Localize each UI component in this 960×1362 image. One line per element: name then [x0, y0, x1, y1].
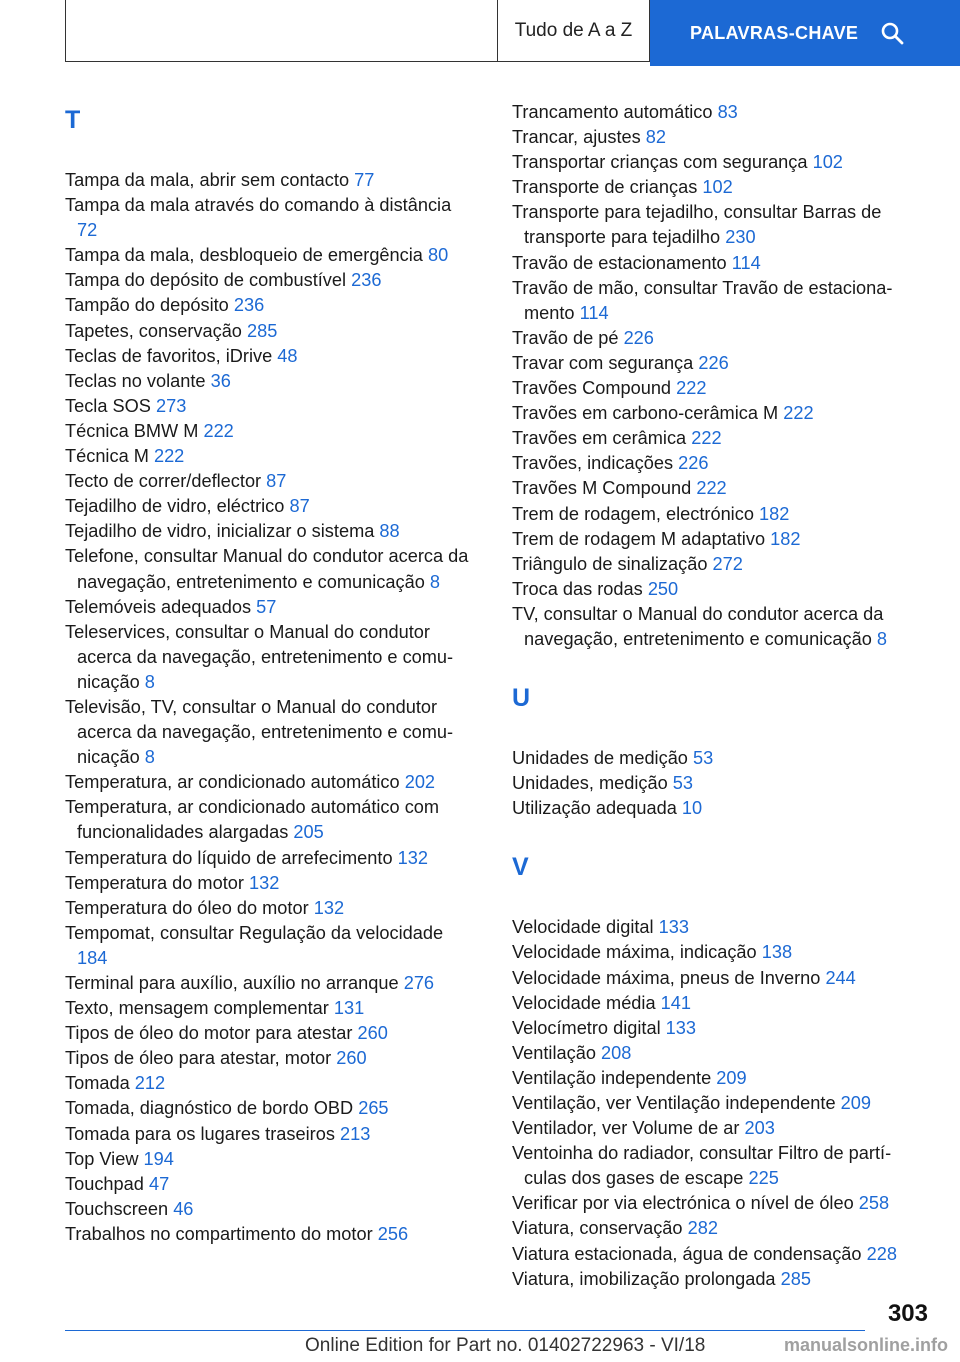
index-entry [512, 991, 922, 1016]
index-entry-text: Teclas de favoritos, iDrive [65, 345, 273, 366]
index-entry [512, 966, 922, 991]
top-navigation [0, 0, 960, 66]
index-entry [65, 1096, 475, 1121]
page-link[interactable]: 132 [397, 847, 428, 868]
page-link[interactable]: 53 [693, 748, 714, 769]
index-entry [512, 1116, 922, 1141]
index-entry [65, 1147, 475, 1172]
page-link[interactable]: 236 [351, 270, 382, 291]
index-entry [65, 444, 475, 469]
page-link[interactable]: 222 [153, 446, 185, 467]
index-entry [512, 940, 922, 965]
index-entry-text: Tampão do depósito [65, 295, 229, 316]
index-entry [512, 1041, 922, 1066]
page-link[interactable]: 285 [780, 1268, 811, 1289]
index-entry [65, 1122, 475, 1147]
index-entry [65, 319, 475, 344]
index-entry-text: Utilização adequada [512, 798, 677, 819]
page-link[interactable]: 228 [866, 1243, 897, 1264]
page-link[interactable]: 212 [134, 1073, 166, 1094]
index-entry-text: Tomada, diagnóstico de bordo OBD [65, 1098, 354, 1119]
page-link[interactable]: 222 [783, 403, 814, 424]
index-entry-text: Travar com segurança [512, 352, 694, 373]
page-link[interactable]: 88 [379, 521, 400, 542]
index-entry [65, 1197, 475, 1222]
page-link[interactable]: 77 [354, 170, 375, 190]
index-entry [65, 695, 475, 770]
page-link[interactable]: 72 [77, 220, 98, 241]
footer [0, 1332, 960, 1362]
page-number: 303 [887, 1300, 928, 1327]
page-link[interactable]: 222 [676, 378, 707, 399]
page-link[interactable]: 8 [144, 671, 155, 692]
index-entry-text: Temperatura, ar condicionado automático com funcionalidades alargadas [65, 797, 440, 843]
index-entry [512, 602, 922, 652]
index-entry-text: Teclas no volante [65, 370, 206, 391]
index-entry [65, 871, 475, 896]
page-link[interactable]: 260 [336, 1048, 367, 1069]
page-link[interactable]: 83 [717, 102, 738, 122]
page-link[interactable]: 87 [266, 471, 287, 492]
tab-a-to-z[interactable] [498, 0, 650, 62]
index-entry [65, 921, 475, 971]
page-link[interactable]: 47 [148, 1173, 170, 1194]
index-entry [512, 1267, 922, 1292]
page-link[interactable]: 256 [377, 1223, 409, 1244]
index-entry [512, 915, 922, 940]
index-entry [512, 1091, 922, 1116]
tab-keywords[interactable] [650, 0, 960, 66]
index-entry [65, 595, 475, 620]
index-entry-text: Viatura estacionada, água de condensação [512, 1243, 862, 1264]
index-entry-text: Touchpad [65, 1173, 144, 1194]
index-entry [512, 1016, 922, 1041]
index-entry [512, 1141, 922, 1191]
index-entry-text: Travões M Compound [512, 478, 692, 499]
page-link[interactable]: 8 [876, 628, 887, 649]
page-link[interactable]: 226 [678, 453, 709, 474]
index-entry-text: Temperatura do líquido de arrefecimento [65, 847, 393, 868]
index-entry-text: TV, consultar o Manual do condutor acerca da navegação, entretenimento e comunicação [512, 603, 884, 649]
index-entry-text: Teleservices, consultar o Manual do condutor acerca da navegação, entretenimento e comunicação [65, 621, 454, 692]
index-entry-text: Temperatura, ar condicionado automático [65, 772, 400, 793]
index-entry [512, 125, 922, 150]
index-entry [65, 1046, 475, 1071]
index-entry [512, 401, 922, 426]
page-link[interactable]: 36 [210, 370, 231, 391]
page-link[interactable]: 222 [203, 420, 234, 441]
index-entry [512, 577, 922, 602]
page-link[interactable]: 53 [672, 773, 693, 794]
index-entry [512, 200, 922, 250]
page-link[interactable]: 273 [155, 395, 187, 416]
index-entry [512, 326, 922, 351]
section-letter: V [512, 853, 529, 882]
index-entry-text: Travão de estacionamento [512, 252, 727, 273]
index-entry-text: Tecto de correr/deflector [65, 471, 262, 492]
page-link[interactable]: 141 [660, 992, 692, 1013]
edition-text: Online Edition for Part no. 01402722963 - VI/18 [305, 1335, 706, 1356]
index-entry-text: Transportar crianças com segurança [512, 152, 808, 173]
page-link[interactable]: 8 [429, 571, 440, 592]
index-entry-text: Tipos de óleo para atestar, motor [65, 1048, 332, 1069]
index-entry-text: Viatura, imobilização prolongada [512, 1268, 776, 1289]
index-entry-text: Unidades, medição [512, 773, 668, 794]
index-entry-text: Viatura, conservação [512, 1218, 683, 1239]
index-entry-text: Travão de pé [512, 327, 619, 348]
page-link[interactable]: 213 [339, 1123, 371, 1144]
page-link[interactable]: 236 [233, 295, 265, 316]
index-entry-text: Tampa da mala, desbloqueio de emergência [65, 245, 423, 266]
index-entry [65, 544, 475, 594]
index-entry [65, 896, 475, 921]
index-entry [65, 971, 475, 996]
index-entry-text: Velocidade máxima, pneus de Inverno [512, 967, 821, 988]
page-link[interactable]: 209 [716, 1067, 747, 1088]
page-link[interactable]: 10 [681, 798, 703, 819]
index-entry-text: Tampa do depósito de combustível [65, 270, 347, 291]
index-entry-text: Travão de mão, consultar Travão de estacionamento [512, 277, 893, 323]
index-entry-text: Trancamento automático [512, 102, 713, 122]
index-entry [65, 1071, 475, 1096]
index-entry-text: Tejadilho de vidro, inicializar o sistema [65, 521, 375, 542]
index-entry-text: Triângulo de sinalização [512, 553, 708, 574]
index-entry-text: Tecla SOS [65, 395, 151, 416]
index-entry [512, 451, 922, 476]
index-entry-text: Travões em cerâmica [512, 428, 687, 449]
index-entry-text: Tomada para os lugares traseiros [65, 1123, 335, 1144]
index-entry [512, 276, 922, 326]
index-entry [512, 746, 922, 771]
index-entry [512, 1191, 922, 1216]
index-entry-text: Trem de rodagem M adaptativo [512, 528, 766, 549]
page-link[interactable]: 133 [658, 917, 689, 938]
page-link[interactable]: 244 [825, 967, 856, 988]
index-column-right [512, 100, 922, 1292]
page-link[interactable]: 225 [748, 1168, 779, 1189]
section-letter: T [65, 106, 81, 134]
index-entry-text: Televisão, TV, consultar o Manual do condutor acerca da navegação, entretenimento e comunicação [65, 696, 454, 768]
index-entry-text: Transporte de crianças [512, 177, 698, 198]
index-entry [65, 419, 475, 444]
page-link[interactable]: 87 [289, 496, 310, 517]
index-entry-text: Trabalhos no compartimento do motor [65, 1223, 373, 1244]
index-entry [65, 519, 475, 544]
index-entry-text: Ventilação, ver Ventilação independente [512, 1093, 836, 1113]
index-entry [512, 426, 922, 451]
footer-divider [65, 1330, 865, 1331]
page-link[interactable]: 114 [731, 252, 761, 273]
page-link[interactable]: 276 [403, 973, 435, 993]
index-entry [65, 344, 475, 369]
page-link[interactable]: 8 [144, 747, 155, 768]
index-entry [65, 846, 475, 871]
index-entry [512, 150, 922, 175]
index-entry-text: Técnica BMW M [65, 420, 199, 441]
index-entry [65, 293, 475, 318]
page-link[interactable]: 222 [691, 428, 722, 449]
index-entry [512, 1066, 922, 1091]
page-link[interactable]: 57 [256, 596, 277, 617]
page-link[interactable]: 132 [313, 897, 345, 918]
index-entry [512, 476, 922, 501]
index-entry [512, 771, 922, 796]
watermark: manualsonline.info [783, 1335, 948, 1355]
index-entry-text: Travões, indicações [512, 453, 674, 474]
page-link[interactable]: 131 [333, 998, 365, 1019]
index-entry [65, 996, 475, 1021]
page-link[interactable]: 226 [698, 352, 729, 373]
index-entry [512, 1216, 922, 1241]
index-entry [512, 175, 922, 200]
page-link[interactable]: 184 [77, 947, 108, 968]
index-entry [65, 394, 475, 419]
page-link[interactable]: 272 [712, 553, 743, 574]
page-link[interactable]: 260 [357, 1023, 388, 1044]
index-entry-text: Tomada [65, 1073, 130, 1094]
page-link[interactable]: 205 [293, 822, 324, 843]
index-entry-text: Telemóveis adequados [65, 596, 252, 617]
section-letter: U [512, 684, 531, 713]
page-link[interactable]: 133 [665, 1017, 697, 1038]
page-link[interactable]: 114 [579, 302, 609, 323]
index-entry [512, 376, 922, 401]
index-entry [65, 1222, 475, 1247]
tab-blank [65, 0, 498, 62]
index-entry-text: Velocidade digital [512, 917, 654, 938]
index-entry [65, 369, 475, 394]
index-entry-text: Trancar, ajustes [512, 127, 641, 148]
index-entry [65, 1021, 475, 1046]
page-link[interactable]: 182 [770, 528, 801, 549]
index-entry-text: Texto, mensagem complementar [65, 998, 329, 1019]
tab-keywords-label: PALAVRAS-CHAVE [690, 22, 859, 43]
index-entry [65, 243, 475, 268]
index-entry-text: Velocímetro digital [512, 1017, 661, 1038]
page-link[interactable]: 230 [725, 227, 756, 248]
page-link[interactable]: 226 [623, 327, 654, 348]
index-entry-text: Transporte para tejadilho, consultar Barras de transporte para tejadilho [512, 202, 882, 248]
index-entry [512, 351, 922, 376]
index-entry-text: Unidades de medição [512, 748, 688, 769]
tab-a-to-z-label: Tudo de A a Z [514, 19, 633, 41]
index-entry-text: Temperatura do motor [65, 872, 244, 893]
index-entry-text: Velocidade média [512, 992, 656, 1013]
index-entry-text: Verificar por via electrónica o nível de óleo [512, 1193, 854, 1214]
index-entry [512, 100, 922, 125]
index-entry [65, 193, 475, 243]
page-link[interactable]: 285 [247, 320, 278, 341]
page-link[interactable]: 46 [173, 1198, 194, 1219]
page-link[interactable]: 265 [358, 1098, 389, 1119]
index-entry-text: Tampa da mala, abrir sem contacto [65, 170, 350, 190]
index-entry-text: Travões Compound [512, 378, 672, 399]
index-entry [512, 527, 922, 552]
index-entry [65, 494, 475, 519]
index-entry [512, 552, 922, 577]
page-link[interactable]: 202 [404, 772, 436, 793]
index-entry-text: Tampa da mala através do comando à distância [65, 195, 452, 216]
index-entry-text: Ventilação [512, 1042, 596, 1063]
index-entry-text: Ventilador, ver Volume de ar [512, 1118, 740, 1139]
index-entry [65, 770, 475, 795]
index-entry-text: Telefone, consultar Manual do condutor acerca da navegação, entretenimento e comunicação [65, 546, 469, 592]
index-entry [512, 1242, 922, 1267]
index-entry [512, 502, 922, 527]
index-entry [65, 268, 475, 293]
search-icon [880, 21, 904, 45]
page-link[interactable]: 203 [744, 1118, 775, 1139]
index-entry-text: Velocidade máxima, indicação [512, 942, 757, 963]
index-entry [65, 795, 475, 845]
index-entry [512, 796, 922, 821]
index-entry [65, 469, 475, 494]
page-link[interactable]: 102 [812, 152, 843, 173]
index-entry-text: Troca das rodas [512, 578, 643, 599]
index-column-left [65, 100, 475, 1247]
page-link[interactable]: 282 [687, 1218, 718, 1239]
page-link[interactable]: 208 [601, 1042, 632, 1063]
page-link[interactable]: 182 [759, 503, 790, 524]
page-link[interactable]: 138 [761, 942, 793, 963]
index-entry-text: Tejadilho de vidro, eléctrico [65, 496, 285, 517]
index-entry [65, 620, 475, 695]
index-entry-text: Travões em carbono-cerâmica M [512, 403, 779, 424]
page-link[interactable]: 82 [645, 127, 667, 148]
index-entry [65, 168, 475, 193]
index-entry-text: Tapetes, conservação [65, 320, 242, 341]
index-entry-text: Terminal para auxílio, auxílio no arranque [65, 973, 399, 993]
page-link[interactable]: 250 [647, 578, 679, 599]
index-entry-text: Ventilação independente [512, 1067, 712, 1088]
page-link[interactable]: 209 [840, 1093, 872, 1113]
index-entry-text: Trem de rodagem, electrónico [512, 503, 754, 524]
page-link[interactable]: 48 [277, 345, 298, 366]
index-entry-text: Técnica M [65, 446, 149, 467]
page-link[interactable]: 80 [427, 245, 449, 266]
index-entry-text: Temperatura do óleo do motor [65, 897, 309, 918]
page-link[interactable]: 132 [249, 872, 280, 893]
page-link[interactable]: 258 [858, 1193, 890, 1214]
page-link[interactable]: 102 [702, 177, 733, 198]
index-entry-text: Top View [65, 1148, 139, 1169]
index-entry [512, 251, 922, 276]
index-entry-text: Tempomat, consultar Regulação da velocidade [65, 922, 444, 943]
page-link[interactable]: 194 [143, 1148, 174, 1169]
index-entry-text: Touchscreen [65, 1198, 169, 1219]
index-entry [65, 1172, 475, 1197]
index-entry-text: Tipos de óleo do motor para atestar [65, 1023, 353, 1044]
index-entry-text: Ventoinha do radiador, consultar Filtro de partículas dos gases de escape [512, 1143, 892, 1189]
page-link[interactable]: 222 [696, 478, 727, 499]
